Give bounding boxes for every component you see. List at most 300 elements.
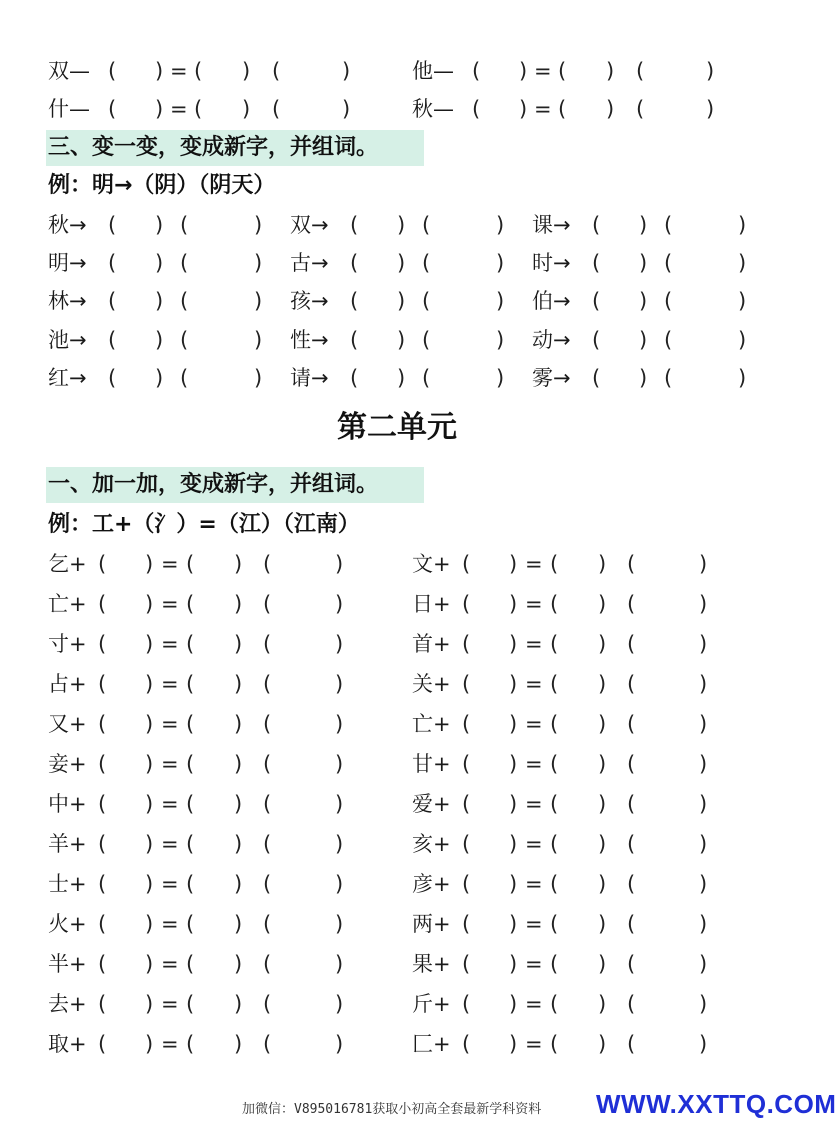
blank-close-paren: ) bbox=[242, 97, 251, 121]
blank-open-paren: ( bbox=[98, 592, 107, 616]
blank-close-paren: ) bbox=[145, 832, 154, 856]
blank-close-paren: ) bbox=[254, 289, 263, 313]
addition-label: 果+ bbox=[412, 952, 451, 976]
footer-text: 加微信：V895016781获取小初高全套最新学科资料 bbox=[242, 1102, 542, 1117]
blank-close-paren: ) bbox=[145, 552, 154, 576]
equals-sign: = bbox=[170, 97, 188, 121]
blank-close-paren: ) bbox=[234, 1032, 243, 1056]
blank-close-paren: ) bbox=[699, 632, 708, 656]
blank-open-paren: ( bbox=[98, 1032, 107, 1056]
blank-open-paren: ( bbox=[98, 792, 107, 816]
blank-close-paren: ) bbox=[598, 752, 607, 776]
blank-open-paren: ( bbox=[180, 289, 189, 313]
blank-open-paren: ( bbox=[186, 672, 195, 696]
equals-sign: = bbox=[161, 912, 179, 936]
equals-sign: = bbox=[525, 552, 543, 576]
blank-open-paren: ( bbox=[636, 97, 645, 121]
addition-label: 又+ bbox=[48, 712, 87, 736]
blank-close-paren: ) bbox=[234, 992, 243, 1016]
blank-close-paren: ) bbox=[155, 366, 164, 390]
equals-sign: = bbox=[525, 672, 543, 696]
equals-sign: = bbox=[170, 59, 188, 83]
blank-open-paren: ( bbox=[550, 992, 559, 1016]
change-label: 课→ bbox=[532, 213, 571, 237]
blank-open-paren: ( bbox=[592, 251, 601, 275]
equals-sign: = bbox=[525, 1032, 543, 1056]
addition-label: 亡+ bbox=[412, 712, 451, 736]
change-label: 请→ bbox=[290, 366, 329, 390]
blank-close-paren: ) bbox=[155, 59, 164, 83]
blank-open-paren: ( bbox=[627, 872, 636, 896]
blank-open-paren: ( bbox=[98, 632, 107, 656]
blank-open-paren: ( bbox=[664, 328, 673, 352]
change-label: 古→ bbox=[290, 251, 329, 275]
blank-close-paren: ) bbox=[598, 792, 607, 816]
blank-open-paren: ( bbox=[592, 328, 601, 352]
equals-sign: = bbox=[525, 632, 543, 656]
blank-open-paren: ( bbox=[180, 366, 189, 390]
blank-open-paren: ( bbox=[462, 792, 471, 816]
blank-open-paren: ( bbox=[108, 366, 117, 390]
blank-close-paren: ) bbox=[397, 328, 406, 352]
section-3-example: 例：明→（阴）（阴天） bbox=[48, 173, 276, 198]
change-label: 池→ bbox=[48, 328, 87, 352]
blank-open-paren: ( bbox=[627, 912, 636, 936]
section-1-example: 例：工+（氵）=（江）（江南） bbox=[48, 512, 360, 537]
equals-sign: = bbox=[525, 792, 543, 816]
blank-open-paren: ( bbox=[108, 59, 117, 83]
blank-open-paren: ( bbox=[664, 366, 673, 390]
blank-close-paren: ) bbox=[335, 712, 344, 736]
blank-open-paren: ( bbox=[592, 289, 601, 313]
blank-close-paren: ) bbox=[598, 912, 607, 936]
addition-label: 文+ bbox=[412, 552, 451, 576]
blank-close-paren: ) bbox=[699, 752, 708, 776]
addition-label: 日+ bbox=[412, 592, 451, 616]
addition-row bbox=[0, 667, 794, 701]
blank-open-paren: ( bbox=[98, 952, 107, 976]
addition-row bbox=[0, 747, 794, 781]
blank-open-paren: ( bbox=[350, 328, 359, 352]
equals-sign: = bbox=[534, 97, 552, 121]
blank-close-paren: ) bbox=[509, 592, 518, 616]
addition-label: 半+ bbox=[48, 952, 87, 976]
blank-close-paren: ) bbox=[234, 872, 243, 896]
change-row bbox=[0, 284, 794, 318]
blank-close-paren: ) bbox=[509, 872, 518, 896]
blank-close-paren: ) bbox=[335, 992, 344, 1016]
blank-close-paren: ) bbox=[234, 552, 243, 576]
blank-close-paren: ) bbox=[145, 672, 154, 696]
blank-open-paren: ( bbox=[550, 952, 559, 976]
blank-close-paren: ) bbox=[155, 97, 164, 121]
blank-close-paren: ) bbox=[706, 59, 715, 83]
addition-label: 彦+ bbox=[412, 872, 451, 896]
blank-close-paren: ) bbox=[509, 832, 518, 856]
blank-close-paren: ) bbox=[397, 213, 406, 237]
equals-sign: = bbox=[161, 672, 179, 696]
blank-open-paren: ( bbox=[263, 592, 272, 616]
blank-close-paren: ) bbox=[145, 712, 154, 736]
blank-close-paren: ) bbox=[335, 1032, 344, 1056]
addition-label: 乞+ bbox=[48, 552, 87, 576]
addition-label: 火+ bbox=[48, 912, 87, 936]
blank-open-paren: ( bbox=[627, 792, 636, 816]
addition-label: 妾+ bbox=[48, 752, 87, 776]
blank-close-paren: ) bbox=[598, 552, 607, 576]
blank-open-paren: ( bbox=[263, 552, 272, 576]
addition-label: 羊+ bbox=[48, 832, 87, 856]
blank-open-paren: ( bbox=[263, 712, 272, 736]
change-label: 时→ bbox=[532, 251, 571, 275]
blank-open-paren: ( bbox=[263, 872, 272, 896]
blank-close-paren: ) bbox=[496, 366, 505, 390]
blank-open-paren: ( bbox=[98, 752, 107, 776]
blank-close-paren: ) bbox=[738, 289, 747, 313]
blank-close-paren: ) bbox=[519, 97, 528, 121]
addition-label: 士+ bbox=[48, 872, 87, 896]
equals-sign: = bbox=[161, 952, 179, 976]
addition-label: 匚+ bbox=[412, 1032, 451, 1056]
change-label: 红→ bbox=[48, 366, 87, 390]
blank-open-paren: ( bbox=[98, 672, 107, 696]
blank-open-paren: ( bbox=[194, 97, 203, 121]
unit-title: 第二单元 bbox=[337, 410, 457, 445]
blank-open-paren: ( bbox=[263, 672, 272, 696]
blank-open-paren: ( bbox=[108, 328, 117, 352]
blank-close-paren: ) bbox=[145, 1032, 154, 1056]
equals-sign: = bbox=[161, 632, 179, 656]
blank-close-paren: ) bbox=[254, 366, 263, 390]
blank-close-paren: ) bbox=[254, 251, 263, 275]
equals-sign: = bbox=[161, 752, 179, 776]
blank-open-paren: ( bbox=[462, 672, 471, 696]
blank-close-paren: ) bbox=[598, 592, 607, 616]
blank-close-paren: ) bbox=[234, 792, 243, 816]
change-row bbox=[0, 246, 794, 280]
blank-close-paren: ) bbox=[145, 752, 154, 776]
blank-open-paren: ( bbox=[422, 366, 431, 390]
blank-close-paren: ) bbox=[509, 632, 518, 656]
blank-open-paren: ( bbox=[550, 1032, 559, 1056]
blank-open-paren: ( bbox=[472, 59, 481, 83]
blank-open-paren: ( bbox=[550, 792, 559, 816]
equals-sign: = bbox=[161, 832, 179, 856]
blank-close-paren: ) bbox=[234, 592, 243, 616]
change-label: 林→ bbox=[48, 289, 87, 313]
blank-close-paren: ) bbox=[699, 672, 708, 696]
blank-open-paren: ( bbox=[664, 289, 673, 313]
addition-label: 中+ bbox=[48, 792, 87, 816]
addition-label: 爱+ bbox=[412, 792, 451, 816]
blank-open-paren: ( bbox=[98, 912, 107, 936]
equation-row bbox=[0, 92, 794, 126]
change-label: 动→ bbox=[532, 328, 571, 352]
blank-close-paren: ) bbox=[145, 952, 154, 976]
blank-open-paren: ( bbox=[186, 632, 195, 656]
blank-open-paren: ( bbox=[462, 1032, 471, 1056]
blank-close-paren: ) bbox=[145, 632, 154, 656]
blank-open-paren: ( bbox=[108, 289, 117, 313]
blank-close-paren: ) bbox=[738, 328, 747, 352]
addition-row bbox=[0, 787, 794, 821]
blank-open-paren: ( bbox=[186, 832, 195, 856]
addition-label: 甘+ bbox=[412, 752, 451, 776]
blank-close-paren: ) bbox=[639, 366, 648, 390]
blank-close-paren: ) bbox=[706, 97, 715, 121]
blank-open-paren: ( bbox=[627, 992, 636, 1016]
blank-close-paren: ) bbox=[335, 912, 344, 936]
blank-close-paren: ) bbox=[234, 952, 243, 976]
blank-close-paren: ) bbox=[145, 992, 154, 1016]
change-row bbox=[0, 323, 794, 357]
blank-open-paren: ( bbox=[462, 752, 471, 776]
blank-close-paren: ) bbox=[397, 289, 406, 313]
blank-open-paren: ( bbox=[186, 992, 195, 1016]
blank-close-paren: ) bbox=[509, 752, 518, 776]
blank-open-paren: ( bbox=[98, 712, 107, 736]
section-1-heading: 一、加一加，变成新字，并组词。 bbox=[48, 472, 379, 497]
blank-close-paren: ) bbox=[155, 328, 164, 352]
blank-open-paren: ( bbox=[636, 59, 645, 83]
blank-close-paren: ) bbox=[234, 712, 243, 736]
blank-close-paren: ) bbox=[639, 289, 648, 313]
blank-close-paren: ) bbox=[606, 97, 615, 121]
blank-close-paren: ) bbox=[234, 752, 243, 776]
addition-row bbox=[0, 867, 794, 901]
blank-close-paren: ) bbox=[335, 552, 344, 576]
blank-open-paren: ( bbox=[263, 952, 272, 976]
blank-close-paren: ) bbox=[598, 672, 607, 696]
addition-label: 取+ bbox=[48, 1032, 87, 1056]
blank-open-paren: ( bbox=[422, 289, 431, 313]
equals-sign: = bbox=[161, 792, 179, 816]
equals-sign: = bbox=[161, 872, 179, 896]
blank-close-paren: ) bbox=[699, 912, 708, 936]
blank-open-paren: ( bbox=[186, 952, 195, 976]
addition-label: 亥+ bbox=[412, 832, 451, 856]
footer-url[interactable]: WWW.XXTTQ.COM bbox=[596, 1089, 836, 1119]
blank-close-paren: ) bbox=[335, 632, 344, 656]
blank-open-paren: ( bbox=[186, 712, 195, 736]
blank-open-paren: ( bbox=[462, 912, 471, 936]
blank-open-paren: ( bbox=[186, 592, 195, 616]
blank-open-paren: ( bbox=[550, 752, 559, 776]
equals-sign: = bbox=[525, 752, 543, 776]
addition-row bbox=[0, 987, 794, 1021]
blank-close-paren: ) bbox=[509, 712, 518, 736]
blank-close-paren: ) bbox=[342, 59, 351, 83]
blank-close-paren: ) bbox=[242, 59, 251, 83]
blank-close-paren: ) bbox=[598, 952, 607, 976]
blank-close-paren: ) bbox=[335, 672, 344, 696]
equals-sign: = bbox=[161, 592, 179, 616]
blank-close-paren: ) bbox=[234, 832, 243, 856]
change-label: 秋→ bbox=[48, 213, 87, 237]
addition-row bbox=[0, 827, 794, 861]
blank-open-paren: ( bbox=[186, 912, 195, 936]
equals-sign: = bbox=[525, 832, 543, 856]
blank-open-paren: ( bbox=[627, 752, 636, 776]
blank-close-paren: ) bbox=[606, 59, 615, 83]
blank-open-paren: ( bbox=[592, 366, 601, 390]
addition-label: 斤+ bbox=[412, 992, 451, 1016]
blank-open-paren: ( bbox=[627, 1032, 636, 1056]
change-label: 孩→ bbox=[290, 289, 329, 313]
blank-close-paren: ) bbox=[509, 792, 518, 816]
equals-sign: = bbox=[161, 992, 179, 1016]
change-row bbox=[0, 208, 794, 242]
blank-close-paren: ) bbox=[699, 952, 708, 976]
blank-open-paren: ( bbox=[272, 97, 281, 121]
blank-close-paren: ) bbox=[699, 592, 708, 616]
blank-open-paren: ( bbox=[558, 97, 567, 121]
addition-row bbox=[0, 907, 794, 941]
addition-row bbox=[0, 587, 794, 621]
blank-open-paren: ( bbox=[462, 872, 471, 896]
blank-open-paren: ( bbox=[350, 251, 359, 275]
blank-open-paren: ( bbox=[180, 251, 189, 275]
blank-open-paren: ( bbox=[422, 213, 431, 237]
blank-open-paren: ( bbox=[627, 712, 636, 736]
equation-label: 什— bbox=[48, 97, 90, 121]
blank-close-paren: ) bbox=[145, 592, 154, 616]
equation-label: 秋— bbox=[412, 97, 454, 121]
blank-close-paren: ) bbox=[699, 832, 708, 856]
blank-open-paren: ( bbox=[98, 832, 107, 856]
blank-close-paren: ) bbox=[509, 1032, 518, 1056]
equals-sign: = bbox=[525, 952, 543, 976]
blank-open-paren: ( bbox=[462, 952, 471, 976]
blank-open-paren: ( bbox=[462, 992, 471, 1016]
blank-open-paren: ( bbox=[98, 872, 107, 896]
blank-close-paren: ) bbox=[699, 992, 708, 1016]
blank-open-paren: ( bbox=[550, 872, 559, 896]
equation-row bbox=[0, 54, 794, 88]
blank-close-paren: ) bbox=[699, 1032, 708, 1056]
blank-close-paren: ) bbox=[519, 59, 528, 83]
blank-open-paren: ( bbox=[627, 552, 636, 576]
blank-open-paren: ( bbox=[462, 552, 471, 576]
blank-close-paren: ) bbox=[145, 912, 154, 936]
addition-row bbox=[0, 1027, 794, 1061]
blank-close-paren: ) bbox=[335, 592, 344, 616]
blank-open-paren: ( bbox=[186, 792, 195, 816]
blank-close-paren: ) bbox=[496, 328, 505, 352]
blank-open-paren: ( bbox=[350, 366, 359, 390]
change-label: 雾→ bbox=[532, 366, 571, 390]
blank-close-paren: ) bbox=[335, 872, 344, 896]
addition-label: 首+ bbox=[412, 632, 451, 656]
blank-open-paren: ( bbox=[627, 832, 636, 856]
blank-open-paren: ( bbox=[194, 59, 203, 83]
blank-close-paren: ) bbox=[155, 251, 164, 275]
blank-open-paren: ( bbox=[108, 97, 117, 121]
equals-sign: = bbox=[525, 712, 543, 736]
blank-close-paren: ) bbox=[699, 792, 708, 816]
blank-close-paren: ) bbox=[509, 912, 518, 936]
addition-label: 去+ bbox=[48, 992, 87, 1016]
blank-open-paren: ( bbox=[108, 251, 117, 275]
blank-close-paren: ) bbox=[145, 872, 154, 896]
blank-open-paren: ( bbox=[627, 952, 636, 976]
blank-open-paren: ( bbox=[462, 592, 471, 616]
addition-row bbox=[0, 627, 794, 661]
blank-open-paren: ( bbox=[664, 251, 673, 275]
blank-open-paren: ( bbox=[263, 792, 272, 816]
blank-close-paren: ) bbox=[335, 832, 344, 856]
blank-open-paren: ( bbox=[350, 289, 359, 313]
blank-open-paren: ( bbox=[462, 832, 471, 856]
addition-label: 两+ bbox=[412, 912, 451, 936]
equals-sign: = bbox=[525, 592, 543, 616]
blank-close-paren: ) bbox=[738, 213, 747, 237]
blank-close-paren: ) bbox=[496, 213, 505, 237]
blank-close-paren: ) bbox=[254, 328, 263, 352]
addition-label: 亡+ bbox=[48, 592, 87, 616]
blank-close-paren: ) bbox=[335, 752, 344, 776]
blank-open-paren: ( bbox=[272, 59, 281, 83]
blank-open-paren: ( bbox=[422, 251, 431, 275]
equals-sign: = bbox=[534, 59, 552, 83]
blank-close-paren: ) bbox=[397, 251, 406, 275]
blank-close-paren: ) bbox=[639, 213, 648, 237]
blank-close-paren: ) bbox=[598, 632, 607, 656]
blank-open-paren: ( bbox=[550, 552, 559, 576]
addition-row bbox=[0, 707, 794, 741]
equation-label: 双— bbox=[48, 59, 90, 83]
blank-open-paren: ( bbox=[627, 672, 636, 696]
blank-close-paren: ) bbox=[598, 872, 607, 896]
blank-open-paren: ( bbox=[180, 213, 189, 237]
blank-close-paren: ) bbox=[342, 97, 351, 121]
equals-sign: = bbox=[525, 992, 543, 1016]
addition-label: 寸+ bbox=[48, 632, 87, 656]
blank-close-paren: ) bbox=[397, 366, 406, 390]
blank-close-paren: ) bbox=[699, 712, 708, 736]
blank-close-paren: ) bbox=[598, 832, 607, 856]
blank-open-paren: ( bbox=[263, 832, 272, 856]
blank-close-paren: ) bbox=[598, 992, 607, 1016]
blank-close-paren: ) bbox=[738, 366, 747, 390]
blank-close-paren: ) bbox=[254, 213, 263, 237]
blank-open-paren: ( bbox=[550, 912, 559, 936]
blank-close-paren: ) bbox=[234, 632, 243, 656]
blank-open-paren: ( bbox=[263, 912, 272, 936]
blank-close-paren: ) bbox=[598, 712, 607, 736]
addition-label: 占+ bbox=[48, 672, 87, 696]
blank-close-paren: ) bbox=[509, 552, 518, 576]
blank-close-paren: ) bbox=[155, 289, 164, 313]
blank-close-paren: ) bbox=[234, 672, 243, 696]
blank-open-paren: ( bbox=[186, 1032, 195, 1056]
blank-open-paren: ( bbox=[350, 213, 359, 237]
equals-sign: = bbox=[525, 872, 543, 896]
equals-sign: = bbox=[525, 912, 543, 936]
blank-open-paren: ( bbox=[186, 752, 195, 776]
blank-open-paren: ( bbox=[627, 632, 636, 656]
blank-open-paren: ( bbox=[627, 592, 636, 616]
blank-close-paren: ) bbox=[335, 952, 344, 976]
blank-close-paren: ) bbox=[699, 872, 708, 896]
blank-close-paren: ) bbox=[145, 792, 154, 816]
blank-close-paren: ) bbox=[155, 213, 164, 237]
blank-open-paren: ( bbox=[550, 712, 559, 736]
blank-open-paren: ( bbox=[550, 832, 559, 856]
addition-row bbox=[0, 947, 794, 981]
blank-open-paren: ( bbox=[98, 552, 107, 576]
blank-open-paren: ( bbox=[664, 213, 673, 237]
